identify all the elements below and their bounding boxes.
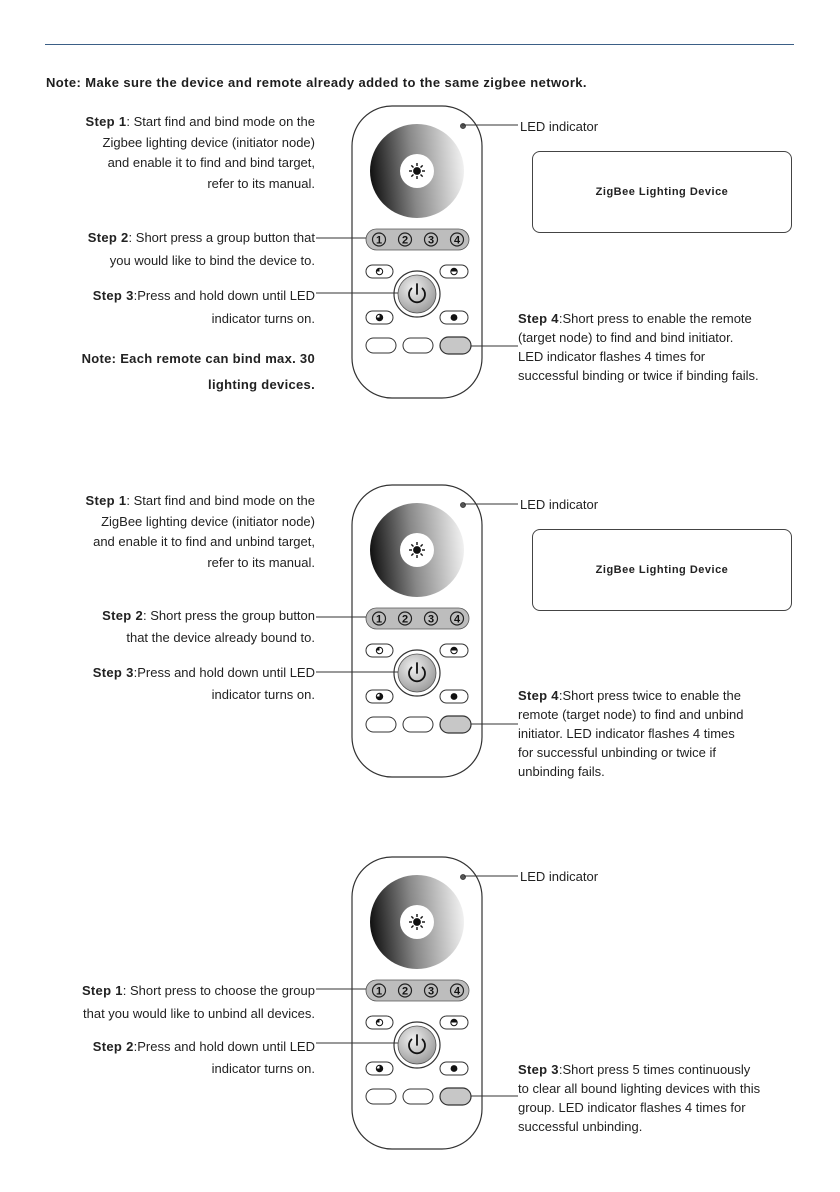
section2-step2: Step 2: Short press the group button that the device already bound to. — [102, 608, 315, 645]
device-label: ZigBee Lighting Device — [595, 186, 729, 198]
section2-step4: Step 4:Short press twice to enable the remote (target node) to find and unbind initiator. LED indicator flashes 4 times for successful unbinding or twice if unbinding fails. — [518, 688, 744, 779]
group-button-label: 1 — [375, 613, 383, 626]
step-heading: Step 4 — [518, 688, 559, 703]
step-heading: Step 2 — [102, 608, 143, 623]
led-indicator-label: LED indicator — [520, 869, 599, 884]
group-button-label: 1 — [375, 985, 383, 998]
section3-step2: Step 2:Press and hold down until LED indicator turns on. — [92, 1039, 315, 1076]
section1-step2: Step 2: Short press a group button that you would like to bind the device to. — [87, 230, 315, 268]
section3-step3: Step 3:Short press 5 times continuously to clear all bound lighting devices with this group. LED indicator flashes 4 times for successful unbinding. — [518, 1062, 761, 1134]
group-button-label: 4 — [453, 613, 461, 626]
section1-step3: Step 3:Press and hold down until LED indicator turns on. — [92, 288, 315, 326]
step-heading: Step 1 — [85, 493, 127, 508]
group-button-label: 2 — [401, 985, 409, 998]
led-indicator-label: LED indicator — [520, 497, 599, 512]
step-heading: Step 1 — [81, 983, 123, 998]
bind-limit-note: Note: Each remote can bind max. 30 lighting devices. — [81, 351, 315, 392]
bottom-edge — [0, 1188, 840, 1192]
step-heading: Step 4 — [518, 311, 559, 326]
group-button-label: 4 — [453, 234, 461, 247]
group-button-label: 2 — [401, 613, 409, 626]
group-button-label: 3 — [427, 985, 435, 998]
section1-step4: Step 4:Short press to enable the remote (target node) to find and bind initiator. LED indicator flashes 4 times for successful binding or twice if binding fails. — [518, 311, 759, 383]
step-heading: Step 1 — [85, 114, 127, 129]
step-heading: Step 3 — [92, 665, 134, 680]
group-button-label: 4 — [453, 985, 461, 998]
network-note: Note: Make sure the device and remote already added to the same zigbee network. — [46, 75, 587, 90]
device-label: ZigBee Lighting Device — [595, 564, 729, 576]
section2-step3: Step 3:Press and hold down until LED indicator turns on. — [92, 665, 315, 702]
led-indicator-label: LED indicator — [520, 119, 599, 134]
step-heading: Step 2 — [92, 1039, 134, 1054]
group-button-label: 3 — [427, 234, 435, 247]
step-heading: Step 3 — [518, 1062, 559, 1077]
step-heading: Step 2 — [87, 230, 129, 245]
section1-step1: Step 1: Start find and bind mode on the Zigbee lighting device (initiator node) and enable it to find and bind target, refer to its manual. — [85, 114, 315, 191]
group-button-label: 2 — [401, 234, 409, 247]
step-heading: Step 3 — [92, 288, 134, 303]
group-button-label: 1 — [375, 234, 383, 247]
section2-step1: Step 1: Start find and bind mode on the ZigBee lighting device (initiator node) and enable it to find and unbind target, refer to its manual. — [85, 493, 315, 570]
section3-step1: Step 1: Short press to choose the group that you would like to unbind all devices. — [81, 983, 315, 1021]
group-button-label: 3 — [427, 613, 435, 626]
